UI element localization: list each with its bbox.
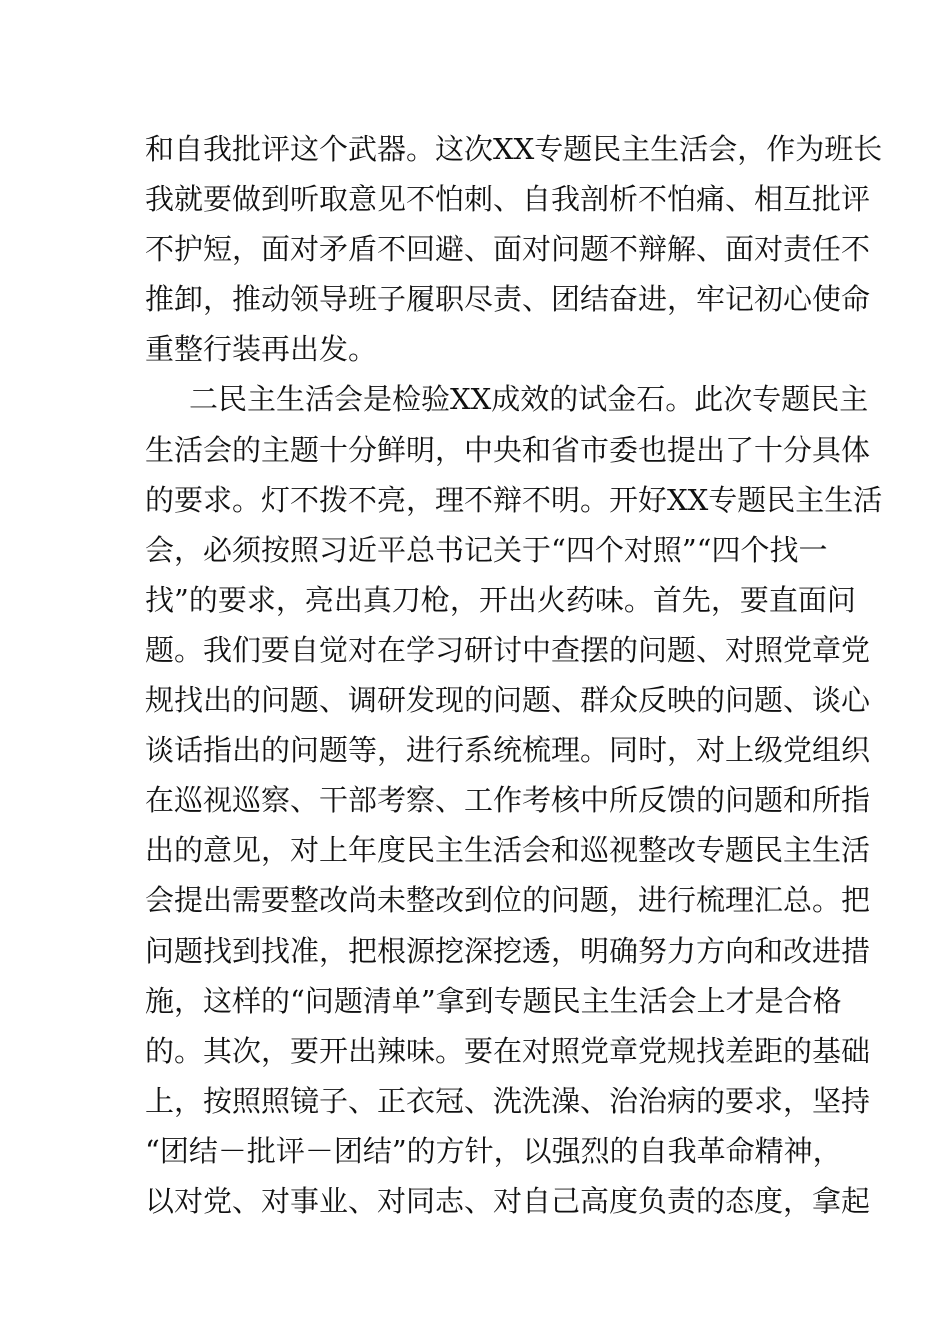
paragraph-1 [145,124,883,374]
text-line: 不护短，面对矛盾不回避、面对问题不辩解、面对责任不 [145,232,871,267]
paragraph-2 [145,374,883,1226]
text-line: 会，必须按照习近平总书记关于“四个对照”“四个找一 [145,532,828,567]
text-line: 题。我们要自觉对在学习研讨中查摆的问题、对照党章党 [145,632,871,667]
text-line: 施，这样的“问题清单”拿到专题民主生活会上才是合格 [145,983,842,1018]
text-line: 的。其次，要开出辣味。要在对照党章党规找差距的基础 [145,1033,871,1068]
text-line: 上，按照照镜子、正衣冠、洗洗澡、治治病的要求，坚持 [145,1083,871,1118]
text-line: 出的意见，对上年度民主生活会和巡视整改专题民主生活 [145,833,871,868]
text-line: 推卸，推动领导班子履职尽责、团结奋进，牢记初心使命 [145,282,871,317]
text-line: 以对党、对事业、对同志、对自己高度负责的态度，拿起 [145,1183,871,1218]
text-line: 找”的要求，亮出真刀枪，开出火药味。首先，要直面问 [145,582,856,617]
text-line: 我就要做到听取意见不怕刺、自我剖析不怕痛、相互批评 [145,182,871,217]
text-line: 重整行装再出发。 [145,332,378,367]
text-line: 的要求。灯不拨不亮，理不辩不明。开好XX专题民主生活 [145,482,883,517]
text-line: 在巡视巡察、干部考察、工作考核中所反馈的问题和所指 [145,783,871,818]
body-text [145,124,883,1226]
text-line: 和自我批评这个武器。这次XX专题民主生活会，作为班长 [145,132,883,166]
text-line: 二民主生活会是检验XX成效的试金石。此次专题民主 [189,382,869,417]
text-line: 生活会的主题十分鲜明，中央和省市委也提出了十分具体 [145,432,871,467]
text-line: 会提出需要整改尚未整改到位的问题，进行梳理汇总。把 [145,883,871,918]
text-line: 规找出的问题、调研发现的问题、群众反映的问题、谈心 [145,683,871,718]
text-line: “团结－批评－团结”的方针，以强烈的自我革命精神， [145,1133,842,1168]
text-line: 谈话指出的问题等，进行系统梳理。同时，对上级党组织 [145,733,871,768]
text-line: 问题找到找准，把根源挖深挖透，明确努力方向和改进措 [145,933,871,968]
